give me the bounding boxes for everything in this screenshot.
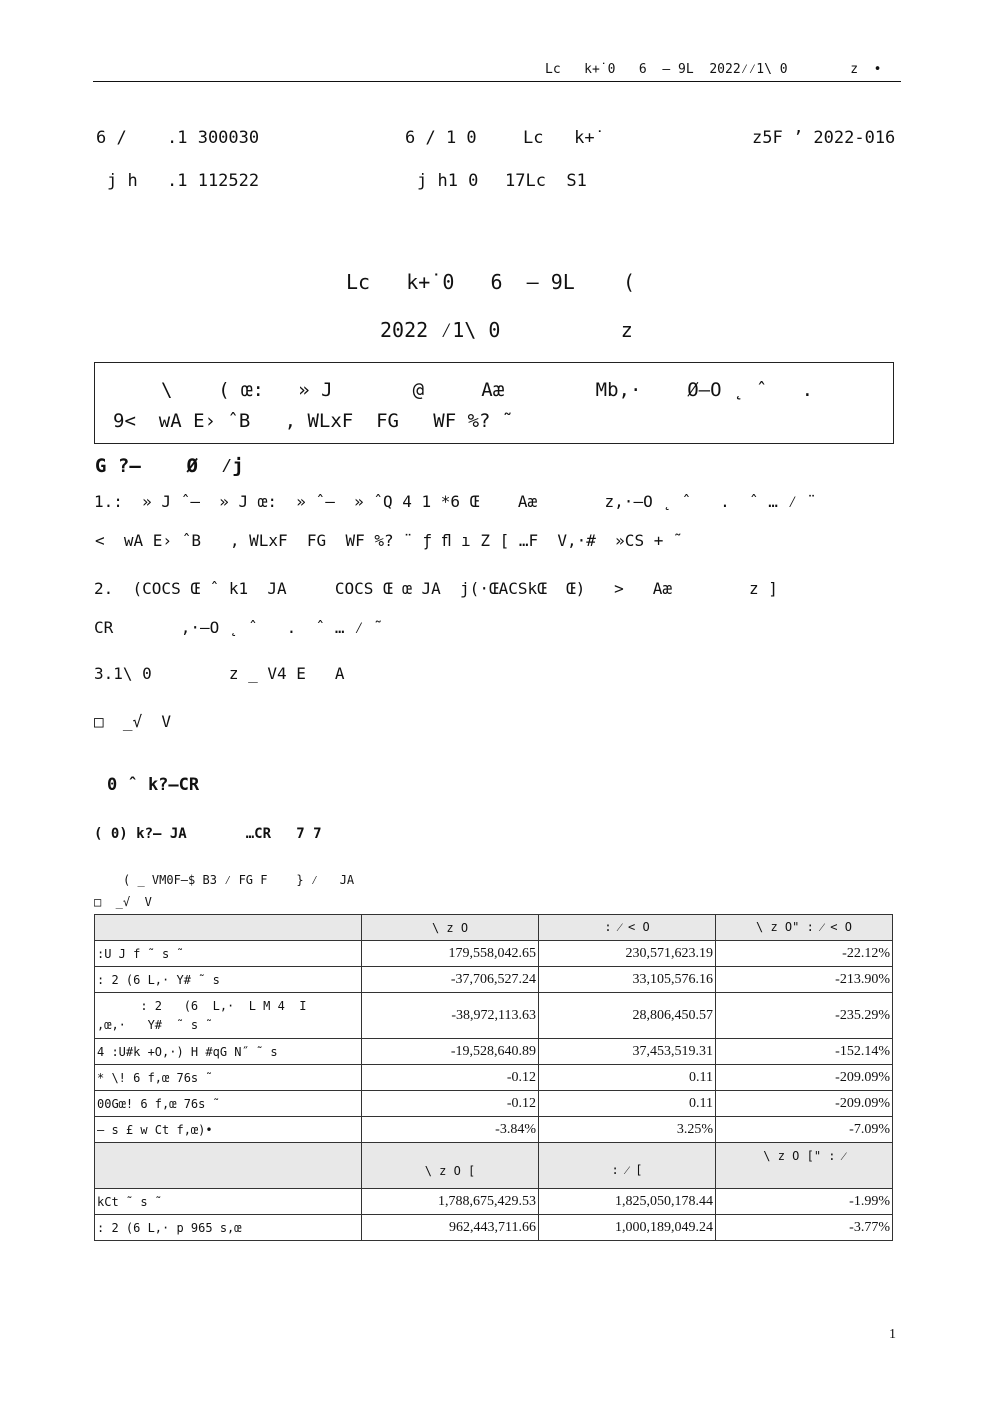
row-label	[95, 993, 362, 1039]
table-row	[95, 1091, 893, 1117]
change-value: -235.29%	[716, 993, 893, 1039]
row-label: : 2 (6 L,· Y# ˜ s	[95, 967, 362, 993]
current-value: 179,558,042.65	[362, 941, 539, 967]
notice-number: z5F ’ 2022-016	[752, 128, 896, 148]
header-rule	[93, 81, 901, 82]
prior-value: 0.11	[539, 1065, 716, 1091]
section1-para2-line2: CR ,·–O ˛ ˆ . ˆ … ⁄ ˜	[94, 618, 383, 637]
section1-para1-line2: < wA E› ˆB , WLxF FG WF %? ¨ ƒ ﬂ ı Z [ …F V,·# »CS + ˜	[95, 531, 683, 550]
table-row	[95, 1117, 893, 1143]
table-header-row-2	[95, 1143, 893, 1189]
section1-para1-line1: 1.: » J ˆ– » J œ: » ˆ– » ˆQ 4 1 *6 Œ Aæ z,·–O ˛ ˆ . ˆ … ⁄ ¨	[94, 492, 817, 511]
table-row	[95, 1065, 893, 1091]
table-header-cell: \ z O [	[362, 1143, 539, 1189]
prior-value: 0.11	[539, 1091, 716, 1117]
current-value: 962,443,711.66	[362, 1215, 539, 1241]
table-caption: ( _ VM0F–$ B3 ⁄ FG F } ⁄ JA	[123, 873, 355, 887]
current-value: -38,972,113.63	[362, 993, 539, 1039]
page-number: 1	[889, 1327, 896, 1342]
notice-box	[94, 362, 894, 444]
table-row	[95, 1189, 893, 1215]
row-label: kCt ˜ s ˜	[95, 1189, 362, 1215]
row-label: 4 :U#k +O,·) H #qG N˝ ˜ s	[95, 1039, 362, 1065]
table-header-cell: \ z O [" : ⁄	[716, 1143, 893, 1189]
stock-code-value: .1 300030	[167, 128, 260, 148]
doc-title-line1: Lc k+˙0 6 – 9L (	[346, 270, 635, 294]
table-header-row	[95, 915, 893, 941]
table-row	[95, 941, 893, 967]
current-value: -0.12	[362, 1065, 539, 1091]
stock-abbr-value: Lc k+˙	[523, 128, 605, 148]
row-label: :U J f ˜ s ˜	[95, 941, 362, 967]
table-header-cell	[95, 915, 362, 941]
doc-title-line2: 2022 ⁄1\ 0 z	[380, 318, 633, 342]
change-value: -7.09%	[716, 1117, 893, 1143]
table-row	[95, 993, 893, 1039]
table-row	[95, 967, 893, 993]
change-value: -1.99%	[716, 1189, 893, 1215]
bond-code-value: .1 112522	[167, 171, 260, 191]
change-value: -213.90%	[716, 967, 893, 993]
prior-value: 37,453,519.31	[539, 1039, 716, 1065]
current-value: 1,788,675,429.53	[362, 1189, 539, 1215]
section1-para2-line1: 2. (COCS Œ ˆ k1 JA COCS Œ œ JA j(·ŒACSkŒ Œ) > Aæ z ]	[94, 579, 778, 598]
section2-subheading: ( 0) k?– JA …CR 7 7	[94, 826, 322, 842]
row-label: – s £ w Ct f,œ)•	[95, 1117, 362, 1143]
bond-code-label: j h	[107, 171, 138, 191]
change-value: -22.12%	[716, 941, 893, 967]
stock-abbr-label: 6 / 1 0	[405, 128, 477, 148]
financial-summary-table	[94, 914, 893, 1241]
row-label-line1: : 2 (6 L,· L M 4 I	[97, 998, 307, 1013]
table-row	[95, 1215, 893, 1241]
current-value: -19,528,640.89	[362, 1039, 539, 1065]
table-caption-unit: □ _√ V	[94, 895, 152, 909]
table-header-cell: \ z O	[362, 915, 539, 941]
prior-value: 28,806,450.57	[539, 993, 716, 1039]
row-label-line2: ,œ,· Y# ˜ s ˜	[97, 1017, 213, 1032]
running-header: Lc k+˙0 6 – 9L 2022⁄⁄1\ 0 z •	[545, 62, 882, 77]
table-row	[95, 1039, 893, 1065]
prior-value: 1,825,050,178.44	[539, 1189, 716, 1215]
bond-abbr-label: j h1 0	[417, 171, 479, 191]
row-label: : 2 (6 L,· p 965 s,œ	[95, 1215, 362, 1241]
stock-code-label: 6 /	[96, 128, 127, 148]
current-value: -3.84%	[362, 1117, 539, 1143]
change-value: -152.14%	[716, 1039, 893, 1065]
current-value: -0.12	[362, 1091, 539, 1117]
row-label: 00Gœ! 6 f,œ 76s ˜	[95, 1091, 362, 1117]
section1-para4: □ _√ V	[94, 712, 172, 731]
bond-abbr-value: 17Lc S1	[505, 171, 587, 191]
prior-value: 3.25%	[539, 1117, 716, 1143]
table-header-cell: : ⁄ < O	[539, 915, 716, 941]
table-header-cell	[95, 1143, 362, 1189]
notice-box-line1: \ ( œ: » J @ Aæ Mb,· Ø–O ˛ ˆ .	[161, 379, 814, 401]
table-header-cell: : ⁄ [	[539, 1143, 716, 1189]
prior-value: 1,000,189,049.24	[539, 1215, 716, 1241]
row-label: * \! 6 f,œ 76s ˜	[95, 1065, 362, 1091]
change-value: -3.77%	[716, 1215, 893, 1241]
notice-box-line2: 9< wA E› ˆB , WLxF FG WF %? ˜	[113, 410, 514, 432]
prior-value: 33,105,576.16	[539, 967, 716, 993]
prior-value: 230,571,623.19	[539, 941, 716, 967]
table-header-cell: \ z O" : ⁄ < O	[716, 915, 893, 941]
change-value: -209.09%	[716, 1091, 893, 1117]
section1-heading: G ?– Ø ⁄j	[95, 455, 244, 477]
section1-para3: 3.1\ 0 z _ V4 E A	[94, 664, 345, 683]
current-value: -37,706,527.24	[362, 967, 539, 993]
section2-heading: 0 ˆ k?–CR	[107, 775, 200, 795]
change-value: -209.09%	[716, 1065, 893, 1091]
